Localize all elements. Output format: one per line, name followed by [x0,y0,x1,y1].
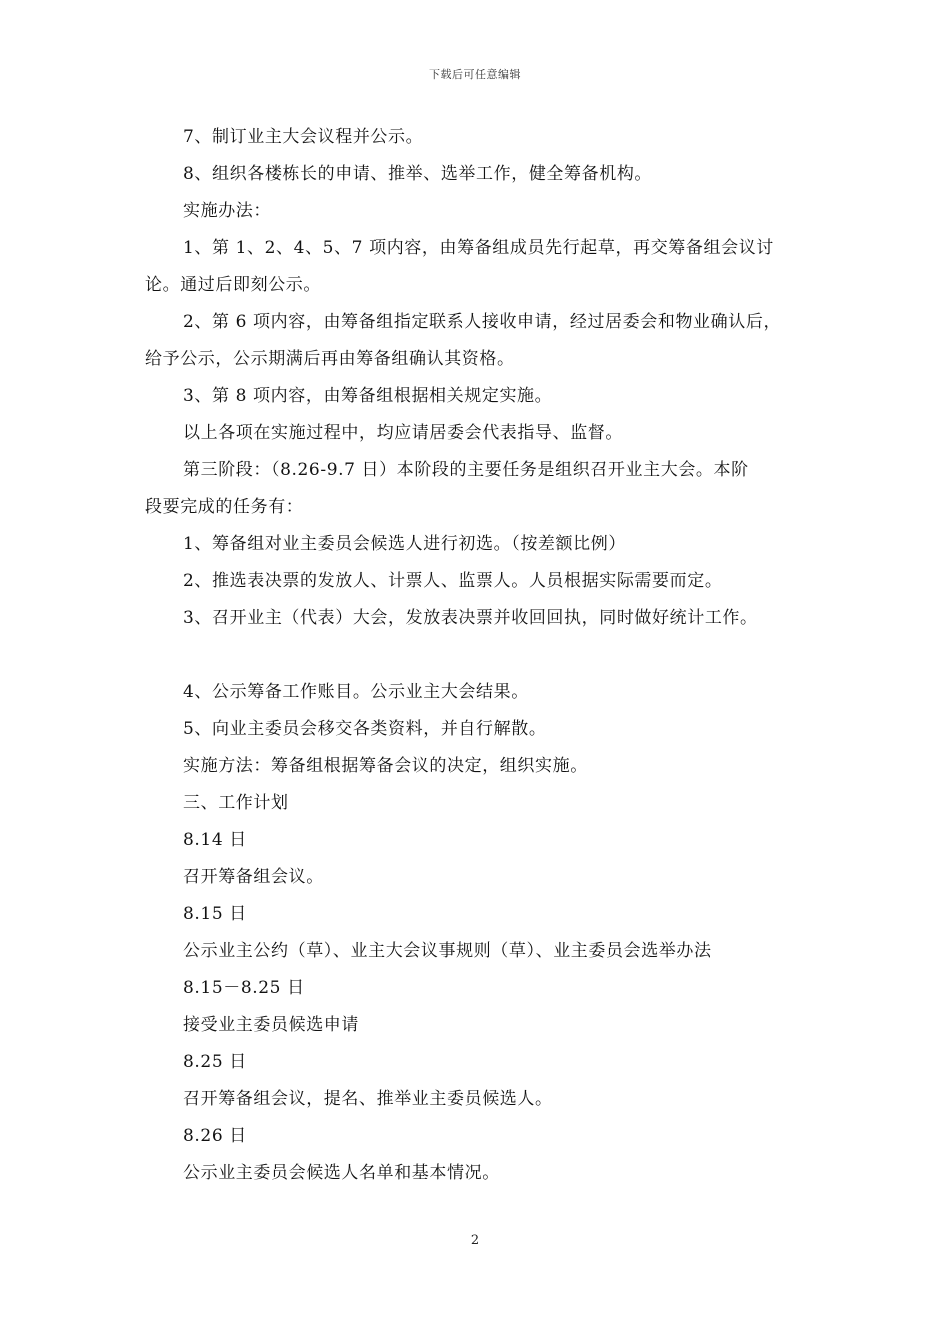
paragraph-line: 8、组织各楼栋长的申请、推举、选举工作，健全筹备机构。 [183,164,653,184]
paragraph-gap [145,637,845,674]
paragraph-line: 实施办法： [183,201,271,221]
paragraph-line: 7、制订业主大会议程并公示。 [183,127,424,147]
paragraph-line: 接受业主委员候选申请 [183,1015,359,1035]
paragraph-line: 3、第 8 项内容，由筹备组根据相关规定实施。 [183,386,553,406]
paragraph-line: 给予公示，公示期满后再由筹备组确认其资格。 [145,349,515,369]
document-body [145,119,845,1192]
paragraph-line: 8.15 日 [183,904,247,924]
paragraph-line: 论。通过后即刻公示。 [145,275,321,295]
paragraph-line: 8.25 日 [183,1052,247,1072]
paragraph-line: 2、第 6 项内容，由筹备组指定联系人接收申请，经过居委会和物业确认后， [183,312,782,332]
paragraph-line: 8.15－8.25 日 [183,978,305,998]
page-number: 2 [470,1233,480,1248]
page-header: 下载后可任意编辑 [429,68,521,81]
paragraph-line: 3、召开业主（代表）大会，发放表决票并收回回执，同时做好统计工作。 [183,608,758,628]
paragraph-line: 以上各项在实施过程中，均应请居委会代表指导、监督。 [183,423,623,443]
paragraph-line: 4、公示筹备工作账目。公示业主大会结果。 [183,682,529,702]
paragraph-line: 2、推选表决票的发放人、计票人、监票人。人员根据实际需要而定。 [183,571,723,591]
paragraph-line: 段要完成的任务有： [145,497,304,517]
paragraph-line: 8.14 日 [183,830,247,850]
paragraph-line: 公示业主公约（草）、业主大会议事规则（草）、业主委员会选举办法 [183,941,712,961]
paragraph-line: 1、筹备组对业主委员会候选人进行初选。（按差额比例） [183,534,626,554]
paragraph-line: 实施方法：筹备组根据筹备会议的决定，组织实施。 [183,756,588,776]
paragraph-line: 召开筹备组会议，提名、推举业主委员候选人。 [183,1089,553,1109]
paragraph-line: 召开筹备组会议。 [183,867,324,887]
paragraph-line: 8.26 日 [183,1126,247,1146]
paragraph-line: 1、第 1、2、4、5、7 项内容，由筹备组成员先行起草，再交筹备组会议讨 [183,238,774,258]
paragraph-line: 三、工作计划 [183,793,289,813]
paragraph-line: 公示业主委员会候选人名单和基本情况。 [183,1163,500,1183]
paragraph-line: 5、向业主委员会移交各类资料，并自行解散。 [183,719,547,739]
paragraph-line: 第三阶段：（8.26-9.7 日）本阶段的主要任务是组织召开业主大会。本阶 [183,460,749,480]
